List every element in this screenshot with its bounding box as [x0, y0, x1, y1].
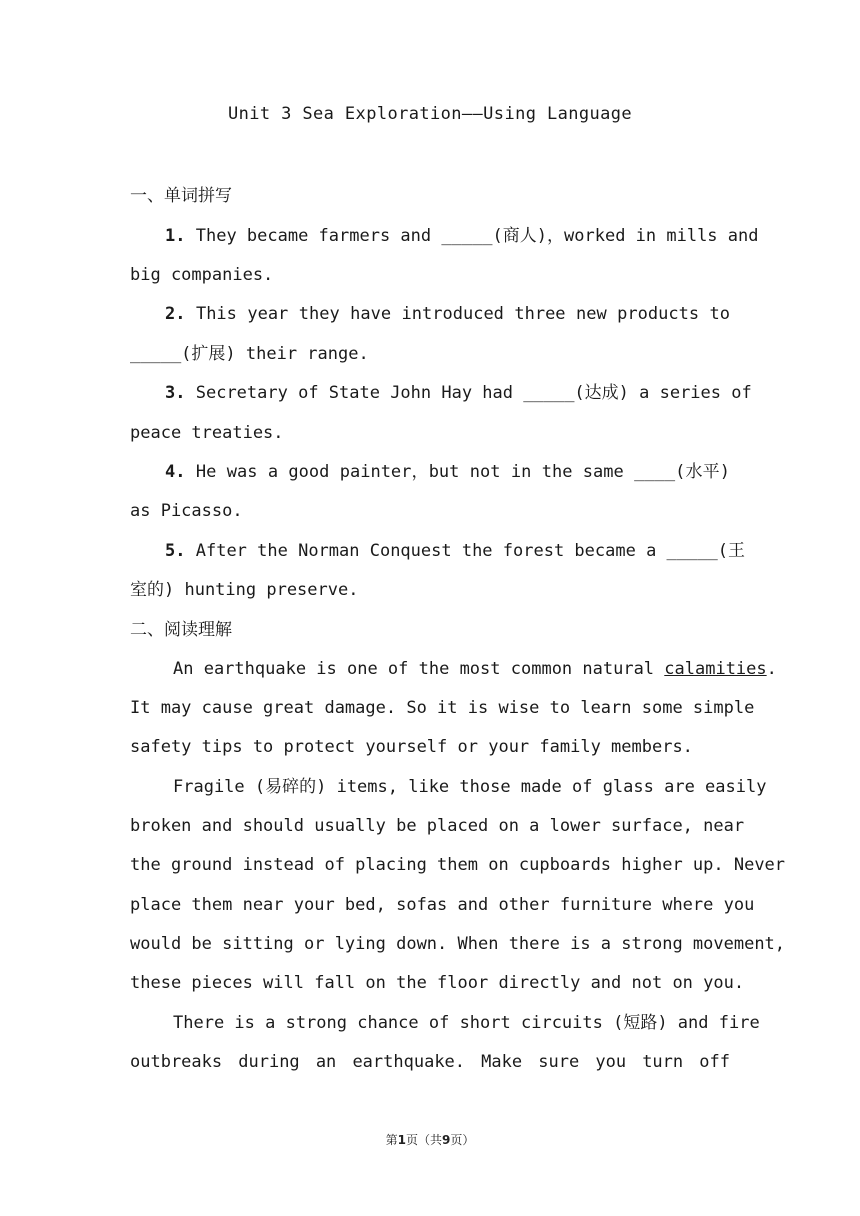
section-heading-reading: 二、阅读理解 — [130, 620, 232, 640]
spelling-item-5-cont: 室的) hunting preserve. — [130, 580, 359, 600]
item-number: 3. — [165, 383, 186, 403]
reading-text: . — [766, 659, 777, 679]
section-heading-spelling: 一、单词拼写 — [130, 186, 232, 206]
spelling-item-3 — [130, 380, 752, 406]
reading-p2-line4: place them near your bed, sofas and other furniture where you — [130, 895, 755, 915]
item-text: Secretary of State John Hay had _____(达成) a series of — [195, 383, 752, 403]
reading-text: An earthquake is one of the most common natural — [173, 659, 665, 679]
footer-text: 第 — [385, 1133, 398, 1147]
reading-p2-line5: would be sitting or lying down. When there is a strong movement, — [130, 934, 786, 954]
spelling-item-2 — [130, 301, 730, 327]
current-page-number: 1 — [397, 1133, 406, 1147]
spelling-item-1-cont: big companies. — [130, 265, 274, 285]
reading-p2-line1: Fragile (易碎的) items, like those made of glass are easily — [173, 777, 767, 797]
reading-p2-line3: the ground instead of placing them on cupboards higher up. Never — [130, 855, 786, 875]
reading-p3-line2: outbreaks during an earthquake. Make sure you turn off — [130, 1052, 730, 1072]
item-text: After the Norman Conquest the forest became a _____(王 — [195, 541, 745, 561]
document-title: Unit 3 Sea Exploration——Using Language — [227, 104, 633, 124]
item-text: They became farmers and _____(商人)，worked in mills and — [195, 226, 759, 246]
footer-text: 页） — [450, 1133, 475, 1147]
spelling-item-5 — [130, 538, 745, 564]
footer-text: 页（共 — [405, 1133, 442, 1147]
item-number: 5. — [165, 541, 186, 561]
page-footer — [0, 1131, 860, 1148]
reading-p1-line2: It may cause great damage. So it is wise to learn some simple — [130, 698, 755, 718]
item-number: 4. — [165, 462, 186, 482]
spelling-item-4-cont: as Picasso. — [130, 501, 243, 521]
item-text: This year they have introduced three new products to — [195, 304, 730, 324]
reading-p2-line2: broken and should usually be placed on a lower surface, near — [130, 816, 745, 836]
item-text: He was a good painter，but not in the same ____(水平) — [195, 462, 730, 482]
item-number: 2. — [165, 304, 186, 324]
reading-p1-line1 — [130, 656, 777, 682]
spelling-item-1 — [130, 223, 759, 249]
underlined-word: calamities — [664, 659, 767, 679]
spelling-item-4 — [130, 459, 730, 485]
total-page-count: 9 — [442, 1133, 451, 1147]
spelling-item-2-cont: _____(扩展) their range. — [130, 344, 369, 364]
reading-p1-line3: safety tips to protect yourself or your family members. — [130, 737, 693, 757]
reading-p3-line1: There is a strong chance of short circuits (短路) and fire — [173, 1013, 760, 1033]
spelling-item-3-cont: peace treaties. — [130, 423, 284, 443]
reading-p2-line6: these pieces will fall on the floor directly and not on you. — [130, 973, 745, 993]
item-number: 1. — [165, 226, 186, 246]
